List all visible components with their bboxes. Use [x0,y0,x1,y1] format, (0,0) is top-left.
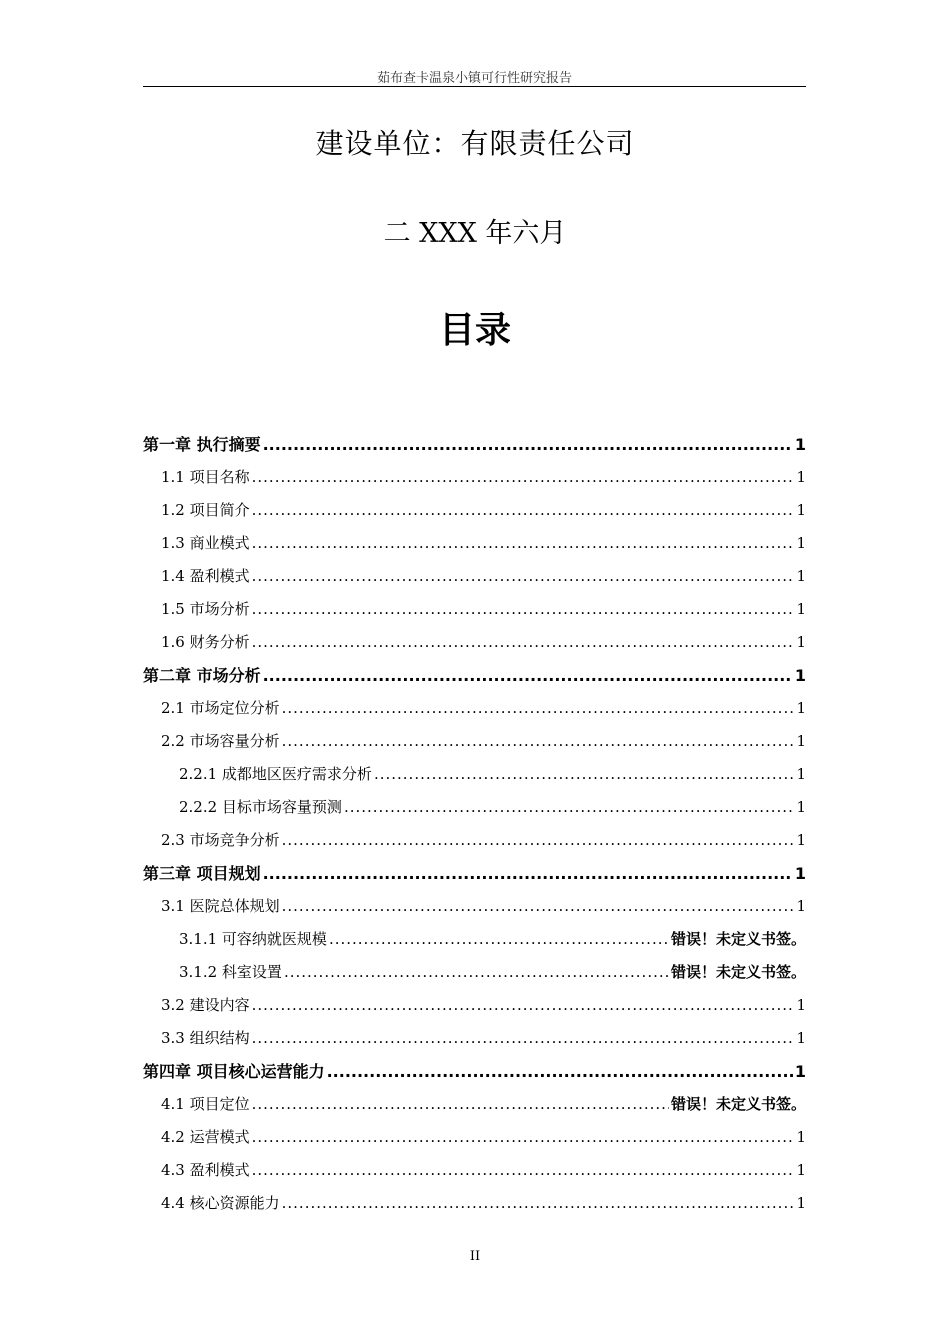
page-number: II [469,1249,481,1264]
toc-dot-leader [282,890,795,923]
toc-entry[interactable] [143,659,806,692]
toc-entry-page: 1 [796,1161,806,1179]
toc-entry-page: 1 [796,633,806,651]
toc-entry-label: 4.2 运营模式 [161,1128,250,1146]
toc-dot-leader [252,593,795,626]
toc-dot-leader [263,659,793,692]
toc-entry-label: 2.2.2 目标市场容量预测 [179,798,342,816]
toc-entry[interactable] [143,1088,806,1121]
toc-title: 目录 [438,310,511,351]
toc-entry-page: 1 [796,534,806,552]
toc-entry-label: 2.3 市场竞争分析 [161,831,280,849]
toc-dot-leader [252,461,795,494]
toc-entry[interactable] [143,923,806,956]
toc-entry-label: 3.1.1 可容纳就医规模 [179,930,327,948]
toc-dot-leader [252,1088,669,1121]
toc-entry-label: 第一章 执行摘要 [143,435,261,454]
toc-dot-leader [329,923,669,956]
toc-entry-page: 1 [794,1062,806,1081]
toc-dot-leader [252,626,795,659]
toc-entry-page: 1 [796,765,806,783]
toc-entry-label: 第二章 市场分析 [143,666,261,685]
toc-entry[interactable] [143,560,806,593]
toc-entry-label: 第三章 项目规划 [143,864,261,883]
toc-entry-page: 1 [796,831,806,849]
toc-dot-leader [327,1055,793,1088]
toc-entry[interactable] [143,989,806,1022]
toc-entry-label: 1.4 盈利模式 [161,567,250,585]
toc-entry[interactable] [143,461,806,494]
toc-entry-label: 4.4 核心资源能力 [161,1194,280,1212]
toc-entry-label: 1.3 商业模式 [161,534,250,552]
toc-entry-page: 1 [796,1128,806,1146]
toc-entry-page: 1 [796,567,806,585]
toc-entry[interactable] [143,626,806,659]
toc-dot-leader [263,428,793,461]
toc-entry-page: 1 [794,864,806,883]
toc-entry[interactable] [143,692,806,725]
toc-entry[interactable] [143,857,806,890]
toc-entry-page: 1 [796,897,806,915]
toc-entry[interactable] [143,593,806,626]
toc-entry[interactable] [143,824,806,857]
toc-entry-page: 1 [796,699,806,717]
toc-entry[interactable] [143,1022,806,1055]
toc-entry-page: 1 [796,1194,806,1212]
toc-entry-page: 错误！未定义书签。 [670,963,806,981]
toc-entry-label: 第四章 项目核心运营能力 [143,1062,325,1081]
toc-entry-label: 1.5 市场分析 [161,600,250,618]
toc-entry[interactable] [143,527,806,560]
toc-dot-leader [344,791,795,824]
running-header: 茹布查卡温泉小镇可行性研究报告 [376,71,572,86]
toc-entry[interactable] [143,1187,806,1220]
toc-dot-leader [252,1154,795,1187]
toc-dot-leader [252,527,795,560]
toc-entry-label: 2.1 市场定位分析 [161,699,280,717]
toc-entry[interactable] [143,725,806,758]
toc-entry-page: 1 [796,732,806,750]
toc-entry-label: 1.1 项目名称 [161,468,250,486]
toc-entry[interactable] [143,1055,806,1088]
toc-entry[interactable] [143,494,806,527]
toc-dot-leader [252,494,795,527]
toc-entry[interactable] [143,956,806,989]
toc-entry-label: 2.2 市场容量分析 [161,732,280,750]
toc-dot-leader [374,758,795,791]
toc-dot-leader [252,1121,795,1154]
toc-dot-leader [252,989,795,1022]
toc-dot-leader [282,692,795,725]
toc-dot-leader [263,857,793,890]
toc-entry[interactable] [143,428,806,461]
toc-dot-leader [282,1187,795,1220]
toc-entry-label: 2.2.1 成都地区医疗需求分析 [179,765,372,783]
toc-dot-leader [284,956,669,989]
toc-entry[interactable] [143,791,806,824]
toc-entry-label: 4.3 盈利模式 [161,1161,250,1179]
toc-entry-page: 1 [796,468,806,486]
toc-entry[interactable] [143,758,806,791]
toc-entry-page: 1 [796,1029,806,1047]
company-name: 建设单位：有限责任公司 [315,127,635,160]
toc-entry[interactable] [143,1154,806,1187]
toc-entry-label: 3.1 医院总体规划 [161,897,280,915]
toc-entry-label: 3.1.2 科室设置 [179,963,282,981]
toc-entry-page: 1 [796,501,806,519]
toc-entry-page: 1 [796,600,806,618]
toc-entry-label: 3.3 组织结构 [161,1029,250,1047]
table-of-contents [143,428,806,1220]
toc-entry-label: 1.2 项目简介 [161,501,250,519]
report-date: 二 XXX 年六月 [383,218,567,249]
toc-dot-leader [252,1022,795,1055]
toc-entry-page: 错误！未定义书签。 [670,930,806,948]
toc-entry[interactable] [143,1121,806,1154]
toc-entry-label: 4.1 项目定位 [161,1095,250,1113]
toc-entry-page: 错误！未定义书签。 [670,1095,806,1113]
toc-entry-page: 1 [796,798,806,816]
toc-entry-page: 1 [794,435,806,454]
toc-entry[interactable] [143,890,806,923]
toc-entry-label: 1.6 财务分析 [161,633,250,651]
header-rule [143,86,806,87]
toc-entry-label: 3.2 建设内容 [161,996,250,1014]
toc-dot-leader [252,560,795,593]
toc-dot-leader [282,725,795,758]
toc-dot-leader [282,824,795,857]
toc-entry-page: 1 [794,666,806,685]
toc-entry-page: 1 [796,996,806,1014]
